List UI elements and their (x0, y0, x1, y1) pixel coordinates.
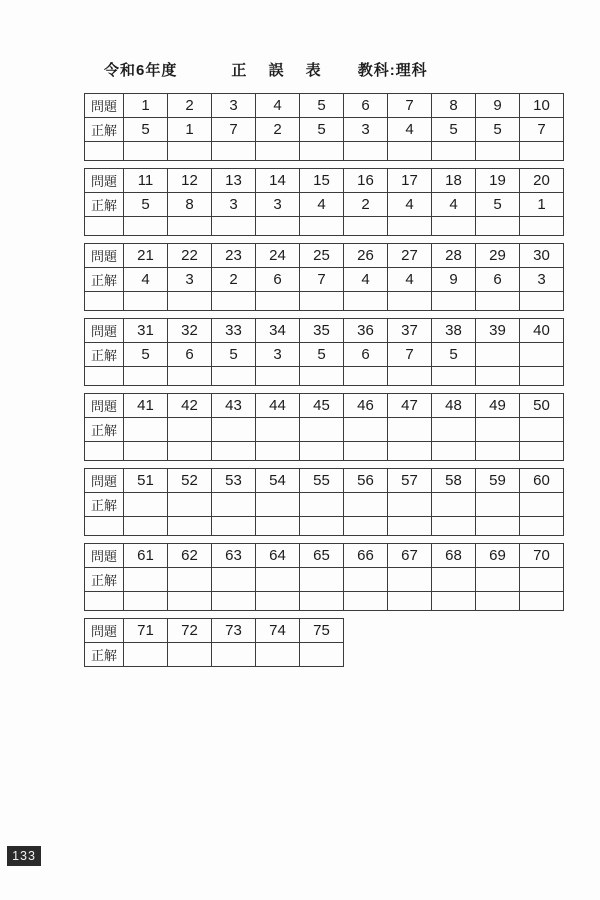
question-number-cell: 43 (212, 394, 256, 418)
answer-row (85, 643, 344, 667)
answer-value-cell: 3 (168, 268, 212, 292)
answer-value-cell (212, 493, 256, 517)
question-number-cell: 32 (168, 319, 212, 343)
answer-value-cell (168, 568, 212, 592)
answer-value-cell (212, 418, 256, 442)
question-number-cell: 39 (476, 319, 520, 343)
blank-cell (388, 442, 432, 461)
blank-cell (344, 517, 388, 536)
blank-cell (124, 292, 168, 311)
separator-row (85, 367, 564, 386)
question-row-label: 問題 (85, 94, 124, 118)
answer-row (85, 343, 564, 367)
blank-cell (520, 217, 564, 236)
answer-value-cell: 4 (344, 268, 388, 292)
title-main-label: 正 誤 表 (231, 62, 330, 79)
answer-value-cell (432, 418, 476, 442)
question-row-label: 問題 (85, 244, 124, 268)
question-number-cell: 68 (432, 544, 476, 568)
blank-cell (388, 292, 432, 311)
separator-row (85, 292, 564, 311)
blank-cell (212, 517, 256, 536)
answer-table-block-5 (84, 393, 564, 461)
blank-cell (476, 217, 520, 236)
question-row (85, 619, 344, 643)
blank-cell (520, 592, 564, 611)
answer-value-cell: 1 (168, 118, 212, 142)
blank-cell (168, 517, 212, 536)
question-number-cell: 25 (300, 244, 344, 268)
question-row (85, 169, 564, 193)
answer-value-cell: 2 (256, 118, 300, 142)
question-row (85, 469, 564, 493)
question-number-cell: 60 (520, 469, 564, 493)
question-number-cell: 26 (344, 244, 388, 268)
blank-cell (168, 367, 212, 386)
blank-cell (432, 217, 476, 236)
blank-cell (168, 217, 212, 236)
answer-value-cell: 3 (256, 343, 300, 367)
question-number-cell: 9 (476, 94, 520, 118)
blank-cell (300, 517, 344, 536)
blank-cell (256, 442, 300, 461)
question-number-cell: 73 (212, 619, 256, 643)
question-number-cell: 53 (212, 469, 256, 493)
answer-row (85, 493, 564, 517)
answer-row (85, 568, 564, 592)
answer-row-label: 正解 (85, 643, 124, 667)
answer-value-cell: 6 (476, 268, 520, 292)
answer-value-cell: 6 (344, 343, 388, 367)
blank-cell (124, 517, 168, 536)
answer-value-cell (476, 568, 520, 592)
answer-value-cell: 7 (212, 118, 256, 142)
answer-value-cell: 3 (344, 118, 388, 142)
question-number-cell: 50 (520, 394, 564, 418)
answer-value-cell (388, 568, 432, 592)
blank-cell (212, 292, 256, 311)
question-number-cell: 55 (300, 469, 344, 493)
answer-row-label: 正解 (85, 343, 124, 367)
answer-value-cell (432, 568, 476, 592)
blank-cell (212, 217, 256, 236)
blank-cell (388, 142, 432, 161)
question-row (85, 319, 564, 343)
question-number-cell: 16 (344, 169, 388, 193)
blank-cell (344, 442, 388, 461)
question-number-cell: 28 (432, 244, 476, 268)
blank-cell (124, 142, 168, 161)
question-row-label: 問題 (85, 319, 124, 343)
blank-cell (520, 442, 564, 461)
blank-cell (476, 142, 520, 161)
blank-cell (256, 592, 300, 611)
answer-value-cell (476, 493, 520, 517)
answer-row-label: 正解 (85, 268, 124, 292)
question-number-cell: 56 (344, 469, 388, 493)
question-number-cell: 2 (168, 94, 212, 118)
question-number-cell: 7 (388, 94, 432, 118)
answer-value-cell (344, 493, 388, 517)
question-row-label: 問題 (85, 544, 124, 568)
answer-value-cell: 6 (256, 268, 300, 292)
question-number-cell: 37 (388, 319, 432, 343)
question-row-label: 問題 (85, 394, 124, 418)
answer-table-block-7 (84, 543, 564, 611)
question-row (85, 244, 564, 268)
answer-table-blocks (84, 93, 564, 674)
blank-cell (520, 367, 564, 386)
answer-value-cell: 4 (124, 268, 168, 292)
question-number-cell: 21 (124, 244, 168, 268)
blank-cell (256, 142, 300, 161)
blank-cell (388, 217, 432, 236)
question-row-label: 問題 (85, 469, 124, 493)
answer-value-cell: 2 (212, 268, 256, 292)
answer-value-cell (124, 418, 168, 442)
question-number-cell: 69 (476, 544, 520, 568)
answer-value-cell (168, 493, 212, 517)
title-era-label: 令和6年度 (104, 62, 178, 79)
answer-value-cell: 5 (300, 118, 344, 142)
blank-cell (168, 142, 212, 161)
question-number-cell: 59 (476, 469, 520, 493)
question-number-cell: 74 (256, 619, 300, 643)
question-number-cell: 38 (432, 319, 476, 343)
question-number-cell: 10 (520, 94, 564, 118)
answer-value-cell: 1 (520, 193, 564, 217)
question-number-cell: 13 (212, 169, 256, 193)
answer-value-cell (520, 568, 564, 592)
blank-cell (85, 592, 124, 611)
blank-cell (256, 217, 300, 236)
blank-cell (344, 367, 388, 386)
question-number-cell: 61 (124, 544, 168, 568)
question-number-cell: 20 (520, 169, 564, 193)
question-number-cell: 49 (476, 394, 520, 418)
answer-value-cell (476, 343, 520, 367)
blank-cell (124, 217, 168, 236)
question-number-cell: 33 (212, 319, 256, 343)
answer-value-cell: 4 (388, 193, 432, 217)
blank-cell (432, 592, 476, 611)
answer-value-cell: 3 (256, 193, 300, 217)
answer-value-cell: 4 (300, 193, 344, 217)
answer-value-cell (344, 568, 388, 592)
answer-value-cell (212, 643, 256, 667)
question-number-cell: 27 (388, 244, 432, 268)
answer-value-cell: 5 (432, 343, 476, 367)
question-number-cell: 54 (256, 469, 300, 493)
question-row-label: 問題 (85, 619, 124, 643)
question-row-label: 問題 (85, 169, 124, 193)
question-number-cell: 71 (124, 619, 168, 643)
question-number-cell: 12 (168, 169, 212, 193)
blank-cell (520, 517, 564, 536)
blank-cell (344, 142, 388, 161)
blank-cell (300, 442, 344, 461)
question-number-cell: 35 (300, 319, 344, 343)
blank-cell (85, 292, 124, 311)
answer-table-block-1 (84, 93, 564, 161)
blank-cell (212, 367, 256, 386)
blank-cell (300, 142, 344, 161)
question-number-cell: 18 (432, 169, 476, 193)
answer-value-cell (168, 418, 212, 442)
answer-row-label: 正解 (85, 418, 124, 442)
question-number-cell: 34 (256, 319, 300, 343)
question-number-cell: 36 (344, 319, 388, 343)
answer-table-block-3 (84, 243, 564, 311)
question-number-cell: 29 (476, 244, 520, 268)
answer-row (85, 118, 564, 142)
question-number-cell: 1 (124, 94, 168, 118)
blank-cell (300, 292, 344, 311)
answer-value-cell (476, 418, 520, 442)
answer-value-cell: 5 (124, 193, 168, 217)
blank-cell (256, 367, 300, 386)
question-number-cell: 63 (212, 544, 256, 568)
blank-cell (388, 517, 432, 536)
answer-value-cell: 2 (344, 193, 388, 217)
answer-row-label: 正解 (85, 493, 124, 517)
blank-cell (212, 592, 256, 611)
page-number-badge (7, 846, 41, 866)
separator-row (85, 442, 564, 461)
blank-cell (124, 442, 168, 461)
answer-value-cell (388, 493, 432, 517)
blank-cell (520, 142, 564, 161)
answer-value-cell: 3 (520, 268, 564, 292)
answer-value-cell: 9 (432, 268, 476, 292)
question-number-cell: 14 (256, 169, 300, 193)
answer-value-cell: 5 (476, 118, 520, 142)
question-number-cell: 19 (476, 169, 520, 193)
question-number-cell: 3 (212, 94, 256, 118)
question-number-cell: 44 (256, 394, 300, 418)
blank-cell (85, 142, 124, 161)
answer-value-cell (300, 418, 344, 442)
answer-row-label: 正解 (85, 193, 124, 217)
question-number-cell: 62 (168, 544, 212, 568)
blank-cell (212, 442, 256, 461)
answer-value-cell: 5 (476, 193, 520, 217)
blank-cell (432, 442, 476, 461)
answer-table-block-2 (84, 168, 564, 236)
question-number-cell: 5 (300, 94, 344, 118)
blank-cell (256, 292, 300, 311)
answer-value-cell (388, 418, 432, 442)
separator-row (85, 592, 564, 611)
answer-value-cell: 5 (300, 343, 344, 367)
blank-cell (256, 517, 300, 536)
blank-cell (344, 292, 388, 311)
blank-cell (85, 217, 124, 236)
question-number-cell: 47 (388, 394, 432, 418)
blank-cell (85, 517, 124, 536)
question-number-cell: 45 (300, 394, 344, 418)
answer-value-cell (432, 493, 476, 517)
blank-cell (168, 592, 212, 611)
answer-value-cell (124, 643, 168, 667)
question-number-cell: 41 (124, 394, 168, 418)
question-number-cell: 46 (344, 394, 388, 418)
answer-value-cell (520, 493, 564, 517)
question-row (85, 94, 564, 118)
answer-value-cell (124, 493, 168, 517)
blank-cell (432, 142, 476, 161)
answer-value-cell (300, 493, 344, 517)
separator-row (85, 142, 564, 161)
question-number-cell: 67 (388, 544, 432, 568)
question-number-cell: 31 (124, 319, 168, 343)
question-number-cell: 42 (168, 394, 212, 418)
answer-value-cell (212, 568, 256, 592)
answer-value-cell: 7 (388, 343, 432, 367)
answer-row (85, 268, 564, 292)
page-title (104, 61, 428, 81)
blank-cell (212, 142, 256, 161)
separator-row (85, 217, 564, 236)
answer-value-cell (300, 643, 344, 667)
question-number-cell: 64 (256, 544, 300, 568)
answer-value-cell (300, 568, 344, 592)
answer-table-block-4 (84, 318, 564, 386)
answer-row (85, 193, 564, 217)
answer-value-cell: 6 (168, 343, 212, 367)
question-number-cell: 6 (344, 94, 388, 118)
question-number-cell: 40 (520, 319, 564, 343)
answer-value-cell (520, 343, 564, 367)
answer-value-cell: 5 (124, 118, 168, 142)
answer-value-cell: 5 (124, 343, 168, 367)
question-number-cell: 57 (388, 469, 432, 493)
question-number-cell: 23 (212, 244, 256, 268)
question-number-cell: 15 (300, 169, 344, 193)
blank-cell (520, 292, 564, 311)
question-number-cell: 4 (256, 94, 300, 118)
blank-cell (168, 292, 212, 311)
answer-value-cell: 4 (388, 268, 432, 292)
question-number-cell: 30 (520, 244, 564, 268)
answer-value-cell: 5 (432, 118, 476, 142)
blank-cell (476, 367, 520, 386)
answer-value-cell: 7 (300, 268, 344, 292)
blank-cell (476, 592, 520, 611)
blank-cell (432, 292, 476, 311)
blank-cell (85, 442, 124, 461)
question-number-cell: 72 (168, 619, 212, 643)
answer-value-cell (520, 418, 564, 442)
question-number-cell: 75 (300, 619, 344, 643)
answer-value-cell (168, 643, 212, 667)
answer-value-cell: 7 (520, 118, 564, 142)
answer-value-cell (124, 568, 168, 592)
title-subject-label: 教科:理科 (357, 62, 428, 79)
blank-cell (124, 592, 168, 611)
question-row (85, 544, 564, 568)
blank-cell (300, 592, 344, 611)
blank-cell (432, 517, 476, 536)
blank-cell (85, 367, 124, 386)
answer-table-block-6 (84, 468, 564, 536)
answer-value-cell: 3 (212, 193, 256, 217)
answer-row-label: 正解 (85, 568, 124, 592)
answer-table-block-8 (84, 618, 344, 667)
question-number-cell: 58 (432, 469, 476, 493)
blank-cell (476, 517, 520, 536)
blank-cell (388, 592, 432, 611)
blank-cell (476, 442, 520, 461)
question-number-cell: 52 (168, 469, 212, 493)
answer-value-cell (256, 643, 300, 667)
blank-cell (300, 367, 344, 386)
page-number: 133 (12, 849, 36, 863)
blank-cell (344, 592, 388, 611)
answer-value-cell (256, 418, 300, 442)
blank-cell (168, 442, 212, 461)
question-number-cell: 51 (124, 469, 168, 493)
separator-row (85, 517, 564, 536)
question-number-cell: 70 (520, 544, 564, 568)
question-number-cell: 8 (432, 94, 476, 118)
blank-cell (344, 217, 388, 236)
question-number-cell: 48 (432, 394, 476, 418)
question-number-cell: 22 (168, 244, 212, 268)
blank-cell (388, 367, 432, 386)
question-number-cell: 65 (300, 544, 344, 568)
question-number-cell: 11 (124, 169, 168, 193)
question-number-cell: 24 (256, 244, 300, 268)
blank-cell (124, 367, 168, 386)
blank-cell (476, 292, 520, 311)
blank-cell (300, 217, 344, 236)
blank-cell (432, 367, 476, 386)
answer-row-label: 正解 (85, 118, 124, 142)
answer-value-cell (256, 568, 300, 592)
answer-value-cell: 4 (432, 193, 476, 217)
question-row (85, 394, 564, 418)
answer-value-cell (344, 418, 388, 442)
answer-row (85, 418, 564, 442)
answer-value-cell (256, 493, 300, 517)
question-number-cell: 17 (388, 169, 432, 193)
answer-value-cell: 4 (388, 118, 432, 142)
question-number-cell: 66 (344, 544, 388, 568)
answer-value-cell: 8 (168, 193, 212, 217)
answer-value-cell: 5 (212, 343, 256, 367)
